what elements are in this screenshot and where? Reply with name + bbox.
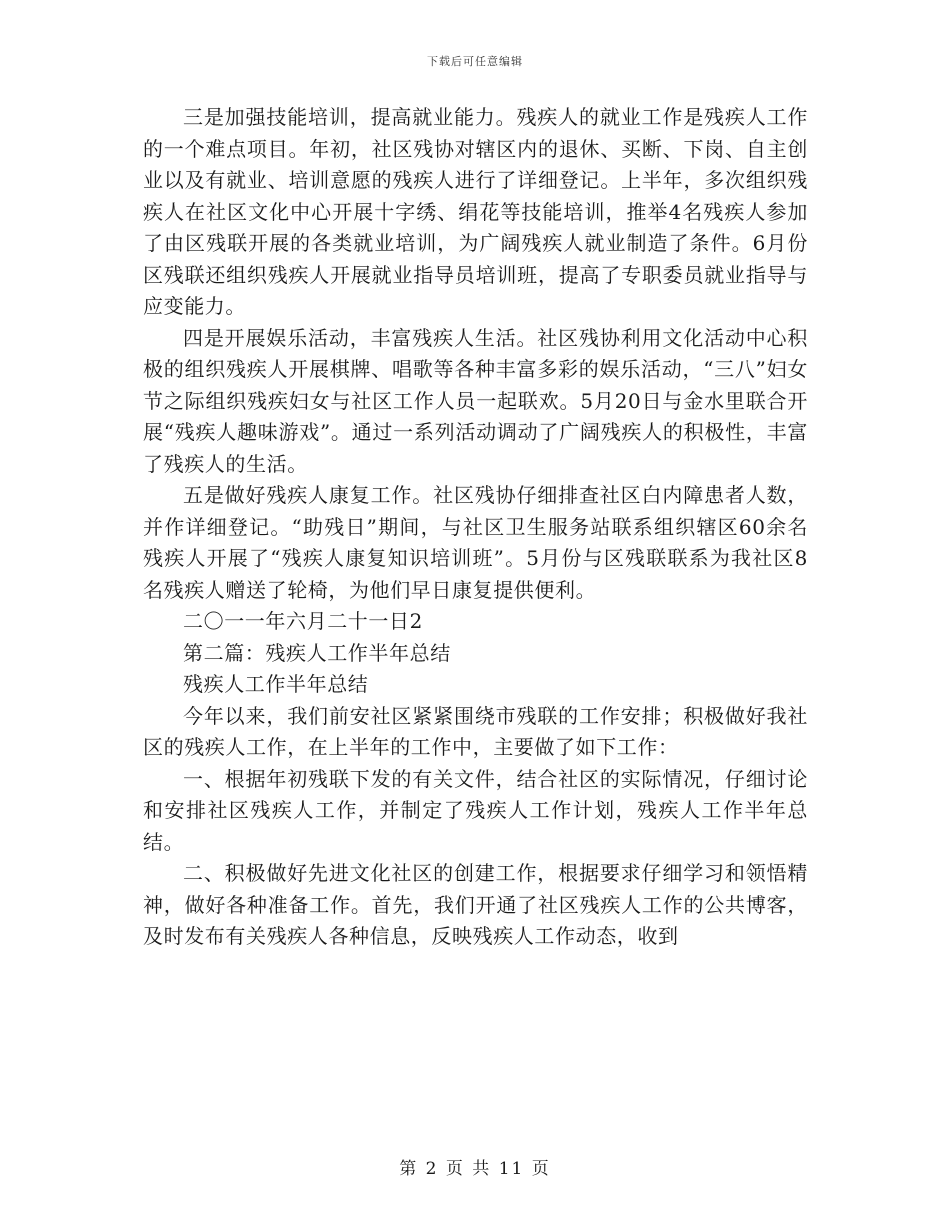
paragraph-intro: 今年以来，我们前安社区紧紧围绕市残联的工作安排；积极做好我社区的残疾人工作，在上半年的工作中，主要做了如下工作： — [143, 703, 808, 759]
section-heading: 第二篇：残疾人工作半年总结 — [183, 640, 451, 665]
page-footer: 第 2 页 共 11 页 — [399, 1159, 551, 1179]
paragraph-item-one: 一、根据年初残联下发的有关文件，结合社区的实际情况，仔细讨论和安排社区残疾人工作，并制定了残疾人工作计划，残疾人工作半年总结。 — [143, 766, 808, 854]
paragraph-rehabilitation: 五是做好残疾人康复工作。社区残协仔细排查社区白内障患者人数，并作详细登记。“助残日”期间，与社区卫生服务站联系组织辖区60余名残疾人开展了“残疾人康复知识培训班”。5月份与区残联联系为我社区8名残疾人赠送了轮椅，为他们早日康复提供便利。 — [143, 483, 808, 602]
paragraph-item-two: 二、积极做好先进文化社区的创建工作，根据要求仔细学习和领悟精神，做好各种准备工作。首先，我们开通了社区残疾人工作的公共博客，及时发布有关残疾人各种信息，反映残疾人工作动态，收到 — [143, 861, 808, 948]
section-title: 残疾人工作半年总结 — [183, 672, 369, 696]
paragraph-skills-training: 三是加强技能培训，提高就业能力。残疾人的就业工作是残疾人工作的一个难点项目。年初，社区残协对辖区内的退休、买断、下岗、自主创业以及有就业、培训意愿的残疾人进行了详细登记。上半年，多次组织残疾人在社区文化中心开展十字绣、绢花等技能培训，推举4名残疾人参加了由区残联开展的各类就业培训，为广阔残疾人就业制造了条件。6月份区残联还组织残疾人开展就业指导员培训班，提高了专职委员就业指导与应变能力。 — [143, 105, 808, 318]
paragraph-entertainment: 四是开展娱乐活动，丰富残疾人生活。社区残协利用文化活动中心积极的组织残疾人开展棋牌、唱歌等各种丰富多彩的娱乐活动，“三八”妇女节之际组织残疾妇女与社区工作人员一起联欢。5月20日与金水里联合开展“残疾人趣味游戏”。通过一系列活动调动了广阔残疾人的积极性，丰富了残疾人的生活。 — [143, 325, 808, 476]
paragraph-date: 二〇一一年六月二十一日2 — [183, 609, 423, 633]
body-text — [143, 102, 808, 953]
page-header: 下载后可任意编辑 — [427, 55, 523, 68]
